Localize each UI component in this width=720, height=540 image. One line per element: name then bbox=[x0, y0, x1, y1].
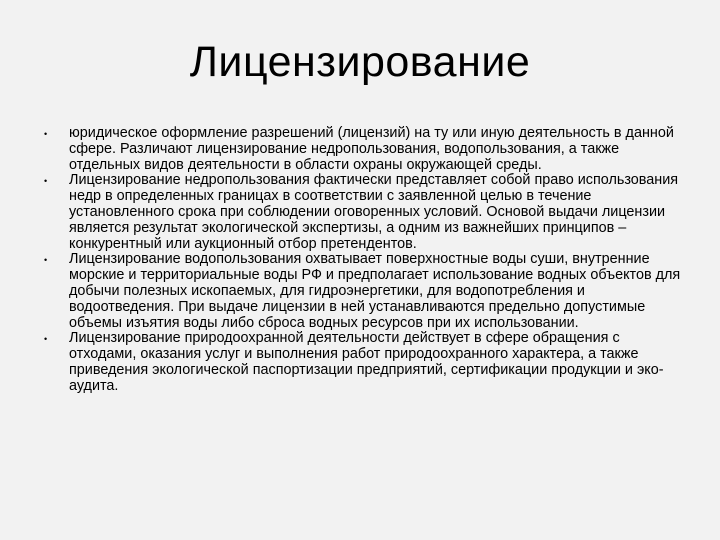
slide-title: Лицензирование bbox=[189, 38, 531, 86]
bullet-icon: • bbox=[44, 255, 48, 266]
bullet-icon: • bbox=[44, 129, 48, 139]
bullet-list bbox=[44, 126, 684, 395]
bullet-item-1 bbox=[44, 126, 684, 173]
bullet-icon: • bbox=[44, 334, 48, 345]
bullet-item-4 bbox=[44, 331, 684, 394]
slide-content bbox=[44, 126, 684, 395]
bullet-text-1: юридическое оформление разрешений (лицензий) на ту или иную деятельность в данной сфере. Различают лицензирование недропользования, водопользования, а также отдельных видов деятельности в области охраны окружающей среды. bbox=[69, 125, 674, 173]
bullet-icon: • bbox=[44, 176, 48, 187]
bullet-text-3: Лицензирование водопользования охватывает поверхностные воды суши, внутренние морские и территориальные воды РФ и предполагает использование водных объектов для добычи полезных ископаемых, для гидроэнергетики, для водопотребления и водоотведения. При выдаче лицензии в ней устанавливаются предельно допустимые объемы изъятия воды либо сброса водных ресурсов при их использовании. bbox=[69, 251, 681, 331]
bullet-text-4: Лицензирование природоохранной деятельности действует в сфере обращения с отходами, оказания услуг и выполнения работ природоохранного характера, а также приведения экологической паспортизации предприятий, сертификации продукции и эко-аудита. bbox=[69, 330, 664, 394]
bullet-item-2 bbox=[44, 173, 684, 252]
bullet-item-3 bbox=[44, 252, 684, 331]
bullet-text-2: Лицензирование недропользования фактически представляет собой право использования недр в определенных границах в соответствии с заявленной целью в течение установленного срока при соблюдении оговоренных условий. Основой выдачи лицензии является результат экологической экспертизы, а одним из важнейших принципов – конкурентный или аукционный отбор претендентов. bbox=[69, 172, 679, 252]
